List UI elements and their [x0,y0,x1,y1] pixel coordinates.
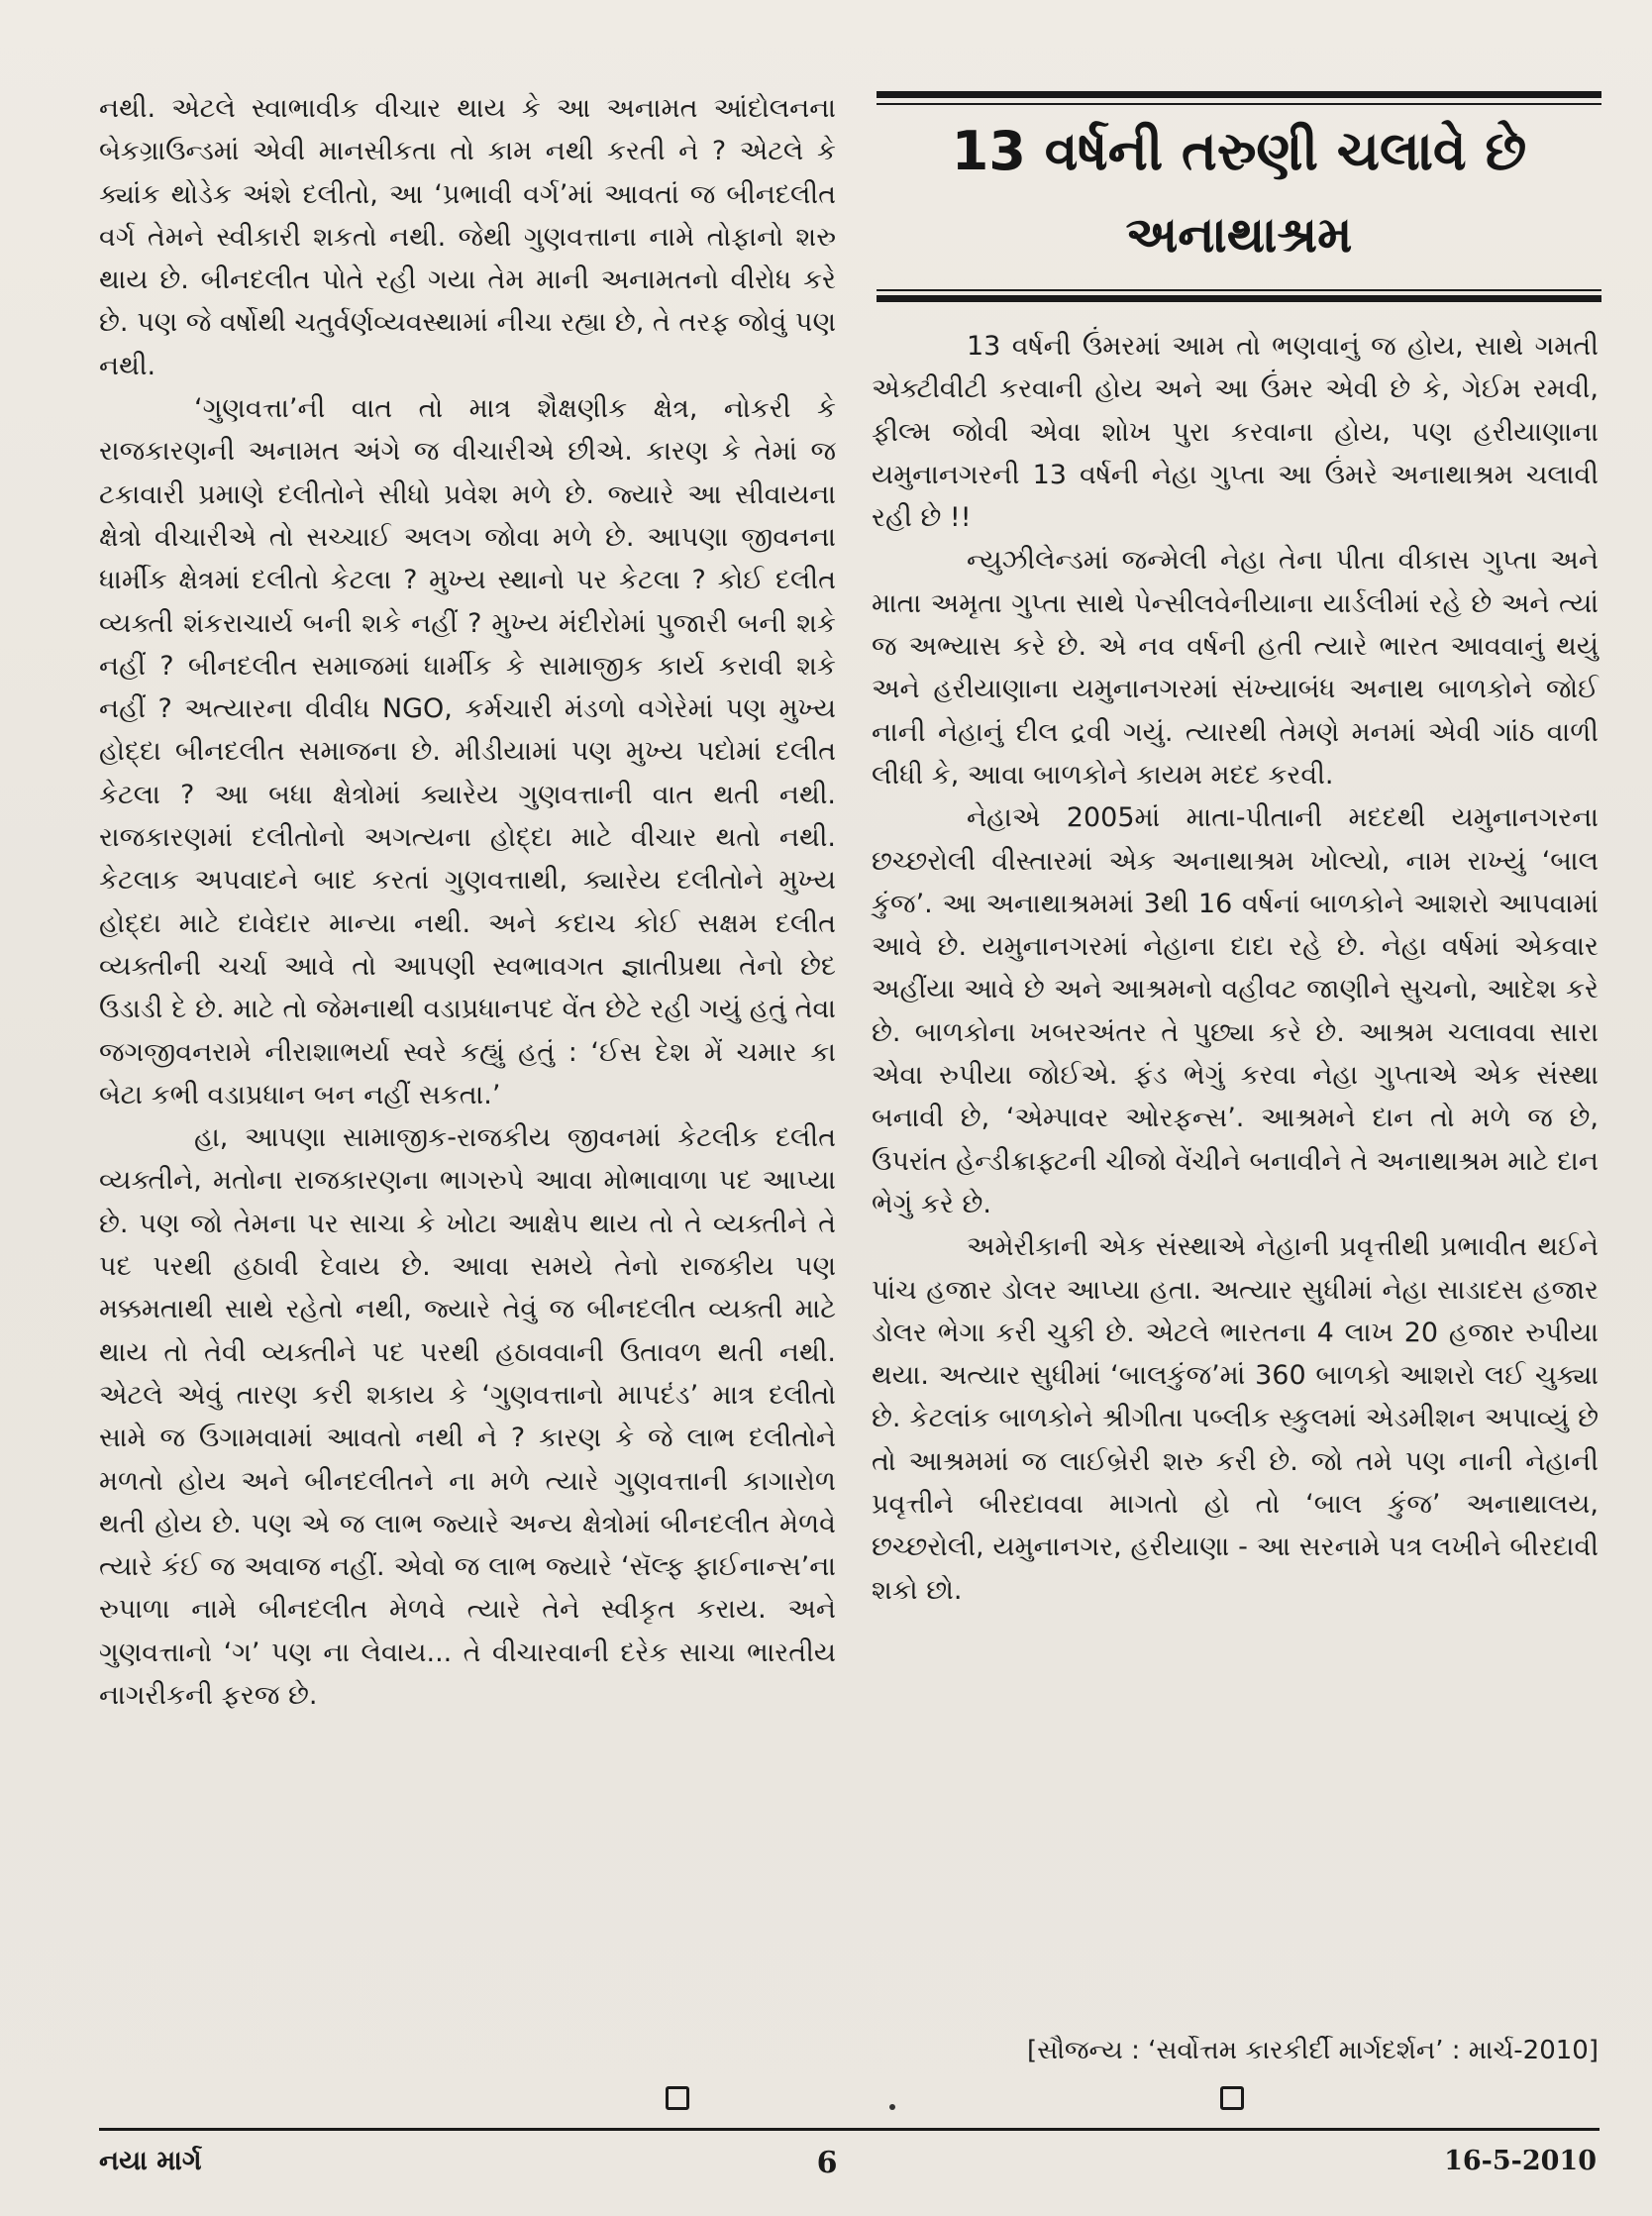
article-title-line2: અનાથાશ્રમ [1125,206,1353,264]
left-paragraph-2: ‘ગુણવત્તા’ની વાત તો માત્ર શૈક્ષણીક ક્ષેત્ર, નોકરી કે રાજકારણની અનામત અંગે જ વીચારીએ છીએ. કારણ કે તેમાં જ ટકાવારી પ્રમાણે દલીતોને સીધો પ્રવેશ મળે છે. જ્યારે આ સીવાયના ક્ષેત્રો વીચારીએ તો સચ્ચાઈ અલગ જોવા મળે છે. આપણા જીવનના ધાર્મીક ક્ષેત્રમાં દલીતો કેટલા ? મુખ્ય સ્થાનો પર કેટલા ? કોઈ દલીત વ્યક્તી શંકરાચાર્ય બની શકે નહીં ? મુખ્ય મંદીરોમાં પુજારી બની શકે નહીં ? બીનદલીત સમાજમાં ધાર્મીક કે સામાજીક કાર્ય કરાવી શકે નહીં ? અત્યારના વીવીધ NGO, કર્મચારી મંડળો વગેરેમાં પણ મુખ્ય હોદ્દા બીનદલીત સમાજના છે. મીડીયામાં પણ મુખ્ય પદોમાં દલીત કેટલા ? આ બધા ક્ષેત્રોમાં ક્યારેય ગુણવત્તાની વાત થતી નથી. રાજકારણમાં દલીતોનો અગત્યના હોદ્દા માટે વીચાર થતો નથી. કેટલાક અપવાદને બાદ કરતાં ગુણવત્તાથી, ક્યારેય દલીતોને મુખ્ય હોદ્દા માટે દાવેદાર માન્યા નથી. અને કદાચ કોઈ સક્ષમ દલીત વ્યક્તીની ચર્ચા આવે તો આપણી સ્વભાવગત જ્ઞાતીપ્રથા તેનો છેદ ઉડાડી દે છે. માટે તો જેમનાથી વડાપ્રધાનપદ વેંત છેટે રહી ગયું હતું તેવા જગજીવનરામે નીરાશાભર્યા સ્વરે કહ્યું હતું : ‘ઈસ દેશ મેં ચમાર કા બેટા કભી વડાપ્રધાન બન નહીં સકતા.’ [99,393,836,1110]
article-paragraph-1: 13 વર્ષની ઉંમરમાં આમ તો ભણવાનું જ હોય, સાથે ગમતી એક્ટીવીટી કરવાની હોય અને આ ઉંમર એવી છે કે, ગેઈમ રમવી, ફીલ્મ જોવી એવા શોખ પુરા કરવાના હોય, પણ હરીયાણાના યમુનાનગરની 13 વર્ષની નેહા ગુપ્તા આ ઉંમરે અનાથાશ્રમ ચલાવી રહી છે !! [872,331,1599,534]
speck-dot [889,2104,895,2110]
headline-rule-bottom-thin [877,289,1601,291]
left-column [99,87,836,1717]
headline-rule-bottom-thick [877,295,1601,302]
page-number: 6 [816,2146,838,2180]
article-paragraph-4: અમેરીકાની એક સંસ્થાએ નેહાની પ્રવૃત્તીથી પ્રભાવીત થઈને પાંચ હજાર ડોલર આપ્યા હતા. અત્યાર સુધીમાં નેહા સાડાદસ હજાર ડોલર ભેગા કરી ચુકી છે. એટલે ભારતના 4 લાખ 20 હજાર રુપીયા થયા. અત્યાર સુધીમાં ‘બાલકુંજ’માં 360 બાળકો આશરો લઈ ચુક્યા છે. કેટલાંક બાળકોને શ્રીગીતા પબ્લીક સ્કુલમાં એડમીશન અપાવ્યું છે તો આશ્રમમાં જ લાઈબ્રેરી શરુ કરી છે. જો તમે પણ નાની નેહાની પ્રવૃત્તીને બીરદાવવા માગતો હો તો ‘બાલ કુંજ’ અનાથાલય, છચ્છરોલી, યમુનાનગર, હરીયાણા - આ સરનામે પત્ર લખીને બીરદાવી શકો છો. [872,1231,1599,1606]
left-paragraph-3: હા, આપણા સામાજીક-રાજકીય જીવનમાં કેટલીક દલીત વ્યક્તીને, મતોના રાજકારણના ભાગરુપે આવા મોભાવાળા પદ આપ્યા છે. પણ જો તેમના પર સાચા કે ખોટા આક્ષેપ થાય તો તે વ્યક્તીને તે પદ પરથી હઠાવી દેવાય છે. આવા સમયે તેનો રાજકીય પણ મક્કમતાથી સાથે રહેતો નથી, જ્યારે તેવું જ બીનદલીત વ્યક્તી માટે થાય તો તેવી વ્યક્તીને પદ પરથી હઠાવવાની ઉતાવળ થતી નથી. એટલે એવું તારણ કરી શકાય કે ‘ગુણવત્તાનો માપદંડ’ માત્ર દલીતો સામે જ ઉગામવામાં આવતો નથી ને ? કારણ કે જે લાભ દલીતોને મળતો હોય અને બીનદલીતને ના મળે ત્યારે ગુણવત્તાની કાગારોળ થતી હોય છે. પણ એ જ લાભ જ્યારે અન્ય ક્ષેત્રોમાં બીનદલીત મેળવે ત્યારે કંઈ જ અવાજ નહીં. એવો જ લાભ જ્યારે ‘સૅલ્ફ ફાઈનાન્સ’ના રુપાળા નામે બીનદલીત મેળવે ત્યારે તેને સ્વીકૃત કરાય. અને ગુણવત્તાનો ‘ગ’ પણ ના લેવાય... તે વીચારવાની દરેક સાચા ભારતીય નાગરીકની ફરજ છે. [99,1122,836,1711]
end-mark-icon [666,2086,689,2110]
article-credit: [સૌજન્ય : ‘સર્વોત્તમ કારકીર્દી માર્ગદર્શન’ : માર્ચ-2010] [1027,2036,1599,2065]
article-paragraph-3: નેહાએ 2005માં માતા-પીતાની મદદથી યમુનાનગરના છચ્છરોલી વીસ્તારમાં એક અનાથાશ્રમ ખોલ્યો, નામ રાખ્યું ‘બાલ કુંજ’. આ અનાથાશ્રમમાં 3થી 16 વર્ષનાં બાળકોને આશરો આપવામાં આવે છે. યમુનાનગરમાં નેહાના દાદા રહે છે. નેહા વર્ષમાં એકવાર અહીંયા આવે છે અને આશ્રમનો વહીવટ જાણીને સુચનો, આદેશ કરે છે. બાળકોના ખબરઅંતર તે પુછ્યા કરે છે. આશ્રમ ચલાવવા સારા એવા રુપીયા જોઈએ. ફંડ ભેગું કરવા નેહા ગુપ્તાએ એક સંસ્થા બનાવી છે, ‘એમ્પાવર ઓરફન્સ’. આશ્રમને દાન તો મળે જ છે, ઉપરાંત હેન્ડીક્રાફ્ટની ચીજો વેંચીને બનાવીને તે અનાથાશ્રમ માટે દાન ભેગું કરે છે. [872,802,1599,1219]
publication-name: નયા માર્ગ [99,2146,202,2176]
end-mark-icon [1220,2086,1244,2110]
footer-rule [99,2128,1600,2131]
issue-date: 16-5-2010 [1444,2146,1597,2176]
headline-rule-top-thick [877,91,1601,98]
headline-rule-top-thin [877,103,1601,105]
left-paragraph-1: નથી. એટલે સ્વાભાવીક વીચાર થાય કે આ અનામત આંદોલનના બેકગ્રાઉન્ડમાં એવી માનસીકતા તો કામ નથી કરતી ને ? એટલે કે ક્યાંક થોડેક અંશે દલીતો, આ ‘પ્રભાવી વર્ગ’માં આવતાં જ બીનદલીત વર્ગ તેમને સ્વીકારી શકતો નથી. જેથી ગુણવત્તાના નામે તોફાનો શરુ થાય છે. બીનદલીત પોતે રહી ગયા તેમ માની અનામતનો વીરોધ કરે છે. પણ જે વર્ષોથી ચતુર્વર્ણવ્યવસ્થામાં નીચા રહ્યા છે, તે તરફ જોવું પણ નથી. [99,93,836,381]
article-title-line1: 13 વર્ષની તરુણી ચલાવે છે [951,120,1527,182]
article-paragraph-2: ન્યુઝીલેન્ડમાં જન્મેલી નેહા તેના પીતા વીકાસ ગુપ્તા અને માતા અમૃતા ગુપ્તા સાથે પેન્સીલવેનીયાના યાર્ડલીમાં રહે છે અને ત્યાં જ અભ્યાસ કરે છે. એ નવ વર્ષની હતી ત્યારે ભારત આવવાનું થયું અને હરીયાણાના યમુનાનગરમાં સંખ્યાબંધ અનાથ બાળકોને જોઈ નાની નેહાનું દીલ દ્રવી ગયું. ત્યારથી તેમણે મનમાં એવી ગાંઠ વાળી લીધી કે, આવા બાળકોને કાયમ મદદ કરવી. [872,545,1599,791]
article-body [872,325,1599,1612]
